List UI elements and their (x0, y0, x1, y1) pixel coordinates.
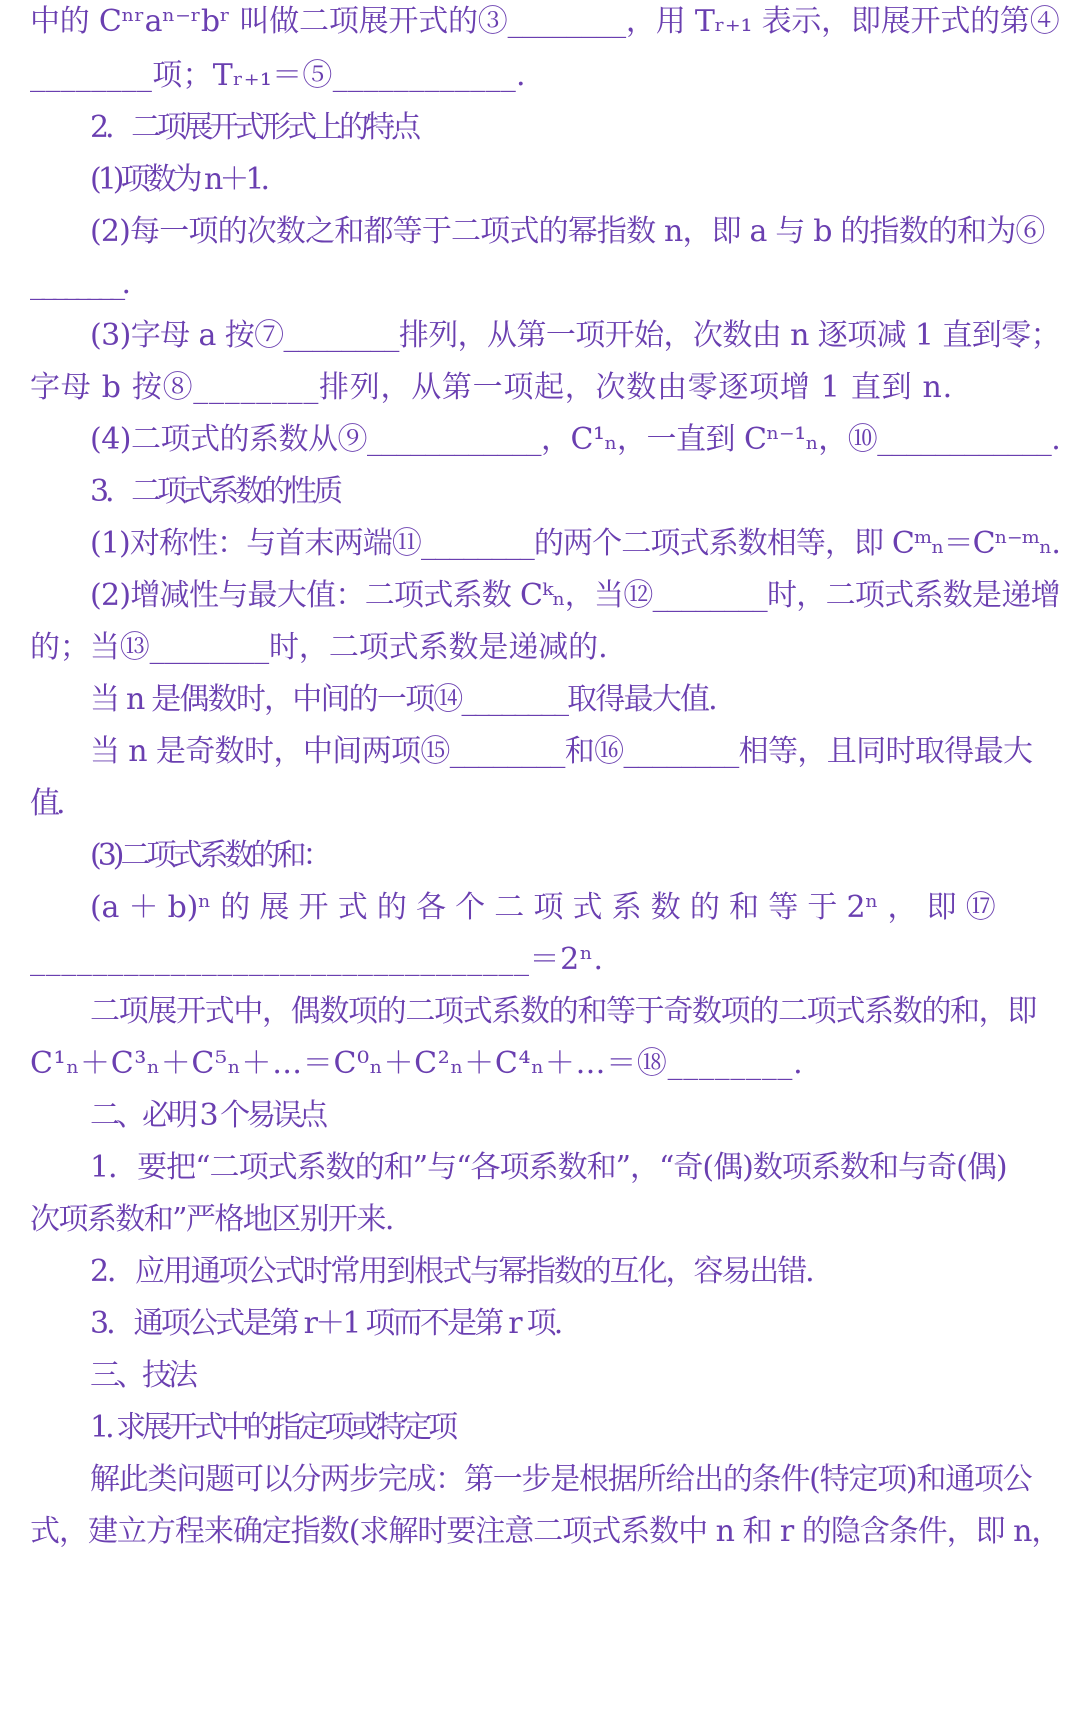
text-line: ________________________________＝2ⁿ. (30, 942, 604, 977)
text-line: ________项；Tᵣ₊₁＝⑤____________. (30, 58, 526, 93)
text-line: 中的 Cⁿʳaⁿ⁻ʳbʳ 叫做二项展开式的③________，用 Tᵣ₊₁ 表示，即展开式的第④ (30, 4, 1060, 39)
text-line: (1)项数为 n＋1. (90, 162, 266, 197)
text-line: (2)每一项的次数之和都等于二项式的幂指数 n，即 a 与 b 的指数的和为⑥ (90, 214, 1045, 249)
text-line: (3)二项式系数的和： (90, 838, 329, 873)
text-line: 二项展开式中，偶数项的二项式系数的和等于奇数项的二项式系数的和，即 (90, 994, 1036, 1029)
text-line: (3)字母 a 按⑦________排列，从第一项开始，次数由 n 逐项减 1 直到零； (90, 318, 1061, 353)
text-line: 值. (30, 786, 62, 821)
text-line: 当 n 是偶数时，中间的一项⑭________取得最大值. (90, 682, 716, 717)
text-line: 2．应用通项公式时常用到根式与幂指数的互化，容易出错. (90, 1254, 813, 1289)
text-line: (2)增减性与最大值：二项式系数 Cᵏₙ，当⑫________时，二项式系数是递增 (90, 578, 1060, 613)
text-line: 解此类问题可以分两步完成：第一步是根据所给出的条件(特定项)和通项公 (90, 1462, 1032, 1497)
text-line: (4)二项式的系数从⑨____________，C¹ₙ，一直到 Cⁿ⁻¹ₙ，⑩____________. (90, 422, 1061, 457)
text-line: 次项系数和”严格地区别开来. (30, 1202, 393, 1237)
text-line: (1)对称性：与首末两端⑪________的两个二项式系数相等，即 Cᵐₙ＝Cⁿ⁻ᵐₙ. (90, 526, 1061, 561)
section-heading: 三、技法 (90, 1358, 194, 1393)
section-heading: 二、必明 3 个易误点 (90, 1098, 325, 1133)
text-line: 字母 b 按⑧________排列，从第一项起，次数由零逐项增 1 直到 n. (30, 370, 953, 405)
text-line: 当 n 是奇数时，中间两项⑮________和⑯________相等，且同时取得最大 (90, 734, 1033, 769)
text-line: (a ＋ b)ⁿ 的 展 开 式 的 各 个 二 项 式 系 数 的 和 等 于 2ⁿ ， 即 ⑰ (90, 890, 996, 925)
section-heading: 3．二项式系数的性质 (90, 474, 340, 509)
text-line: C¹ₙ＋C³ₙ＋C⁵ₙ＋…＝C⁰ₙ＋C²ₙ＋C⁴ₙ＋…＝⑱________. (30, 1046, 804, 1081)
text-line: 3．通项公式是第 r＋1 项而不是第 r 项. (90, 1306, 561, 1341)
text-line: ________. (30, 266, 128, 301)
section-heading: 1. 求展开式中的指定项或特定项 (90, 1410, 455, 1445)
text-line: 1．要把“二项式系数的和”与“各项系数和”，“奇(偶)数项系数和与奇(偶) (90, 1150, 1007, 1185)
section-heading: 2．二项展开式形式上的特点 (90, 110, 418, 145)
text-line: 式，建立方程来确定指数(求解时要注意二项式系数中 n 和 r 的隐含条件，即 n， (30, 1514, 1061, 1549)
text-line: 的；当⑬________时，二项式系数是递减的. (30, 630, 608, 665)
